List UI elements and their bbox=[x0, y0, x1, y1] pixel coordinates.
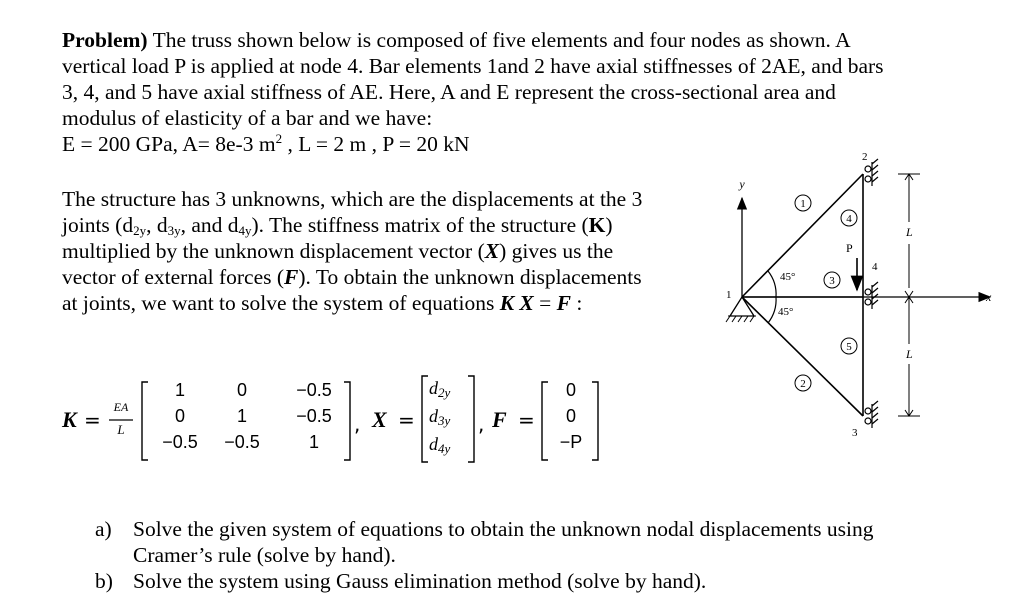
truss-figure bbox=[720, 140, 1010, 460]
k-matrix-cell: 1 bbox=[174, 380, 185, 400]
given-values: E = 200 GPa, A= 8e-3 $m^2$ , L = 2 m , P = 20 kN bbox=[62, 131, 470, 156]
x-vector-cell: $d_{3y}$ bbox=[429, 406, 451, 428]
pin-support bbox=[730, 297, 754, 316]
dimension-label-upper: L bbox=[906, 225, 913, 239]
f-vector-cell: −P bbox=[559, 432, 583, 452]
structure-description bbox=[62, 186, 642, 316]
x-equals: = bbox=[398, 408, 415, 432]
x-vector-cell: $d_{4y}$ bbox=[429, 434, 451, 456]
element-label-3: 3 bbox=[829, 275, 835, 287]
element-label-5: 5 bbox=[846, 341, 852, 353]
k-matrix-cell: 1 bbox=[308, 432, 319, 452]
k-matrix-cell: 0 bbox=[236, 380, 247, 400]
element-label-2: 2 bbox=[800, 378, 806, 390]
truss-diagram bbox=[720, 140, 1010, 465]
node-label-1: 1 bbox=[726, 289, 732, 301]
angle-arc-upper bbox=[768, 271, 776, 297]
question-a bbox=[95, 516, 873, 568]
fraction-denominator: L bbox=[117, 422, 125, 437]
comma-2: , bbox=[478, 412, 485, 436]
f-equals: = bbox=[518, 408, 535, 432]
node-label-4: 4 bbox=[872, 261, 878, 273]
matrix-equation bbox=[62, 368, 622, 468]
f-vector-cell: 0 bbox=[565, 406, 576, 426]
question-a-line-1: Solve the given system of equations to obtain the unknown nodal displacements using bbox=[133, 517, 874, 541]
k-equals: = bbox=[84, 408, 101, 432]
k-matrix-cell: 0 bbox=[174, 406, 185, 426]
bar-1 bbox=[742, 174, 863, 297]
angle-label-upper: 45° bbox=[780, 271, 796, 283]
structure-line-4: vector of external forces (F). To obtain the unknown displacements bbox=[62, 265, 642, 289]
k-symbol: K bbox=[62, 407, 77, 432]
question-b-label: b) bbox=[95, 569, 113, 593]
y-axis-label: y bbox=[739, 177, 745, 191]
question-b bbox=[95, 568, 873, 594]
k-matrix-cell: −0.5 bbox=[162, 432, 198, 452]
problem-line-4: modulus of elasticity of a bar and we have: bbox=[62, 106, 433, 130]
question-a-line-2: Cramer’s rule (solve by hand). bbox=[133, 543, 396, 567]
comma-1: , bbox=[354, 412, 361, 436]
problem-statement bbox=[62, 27, 884, 157]
angle-arc-lower bbox=[768, 297, 776, 323]
structure-line-5: at joints, we want to solve the system of equations K X = F : bbox=[62, 291, 583, 315]
angle-label-lower: 45° bbox=[778, 306, 794, 318]
node-label-3: 3 bbox=[852, 427, 858, 439]
structure-line-1: The structure has 3 unknowns, which are the displacements at the 3 bbox=[62, 187, 643, 211]
f-vector-cell: 0 bbox=[565, 380, 576, 400]
roller-support-4 bbox=[865, 282, 878, 309]
node-label-2: 2 bbox=[862, 151, 868, 163]
problem-label: Problem) bbox=[62, 28, 148, 52]
element-label-1: 1 bbox=[800, 198, 806, 210]
x-vector-cell: $d_{2y}$ bbox=[429, 378, 451, 400]
question-a-label: a) bbox=[95, 517, 112, 541]
structure-line-3: multiplied by the unknown displacement vector (X) gives us the bbox=[62, 239, 614, 263]
ground-hatch bbox=[726, 316, 756, 322]
x-axis-label: x bbox=[986, 290, 992, 304]
load-label: P bbox=[846, 241, 853, 255]
x-symbol: X bbox=[372, 407, 387, 432]
problem-line-1: Problem) The truss shown below is composed of five elements and four nodes as shown. A bbox=[62, 28, 851, 52]
problem-line-3: 3, 4, and 5 have axial stiffness of AE. Here, A and E represent the cross-sectional area and bbox=[62, 80, 836, 104]
question-b-line-1: Solve the system using Gauss elimination method (solve by hand). bbox=[133, 569, 707, 593]
k-matrix-cell: −0.5 bbox=[224, 432, 260, 452]
structure-line-2: joints ($d_{2y}$, $d_{3y}$, and $d_{4y}$). The stiffness matrix of the structure (K) bbox=[62, 213, 613, 238]
element-label-4: 4 bbox=[846, 213, 852, 225]
dimension-label-lower: L bbox=[906, 347, 913, 361]
fraction-numerator: EA bbox=[113, 400, 129, 414]
k-matrix-cell: −0.5 bbox=[296, 406, 332, 426]
f-symbol: F bbox=[492, 407, 507, 432]
roller-support-2 bbox=[865, 159, 878, 186]
k-matrix-cell: 1 bbox=[236, 406, 247, 426]
k-matrix-cell: −0.5 bbox=[296, 380, 332, 400]
problem-line-2: vertical load P is applied at node 4. Bar elements 1and 2 have axial stiffnesses of 2AE, and bars bbox=[62, 54, 884, 78]
bar-2 bbox=[742, 297, 863, 416]
roller-support-3 bbox=[865, 401, 878, 428]
questions-list bbox=[95, 516, 873, 594]
